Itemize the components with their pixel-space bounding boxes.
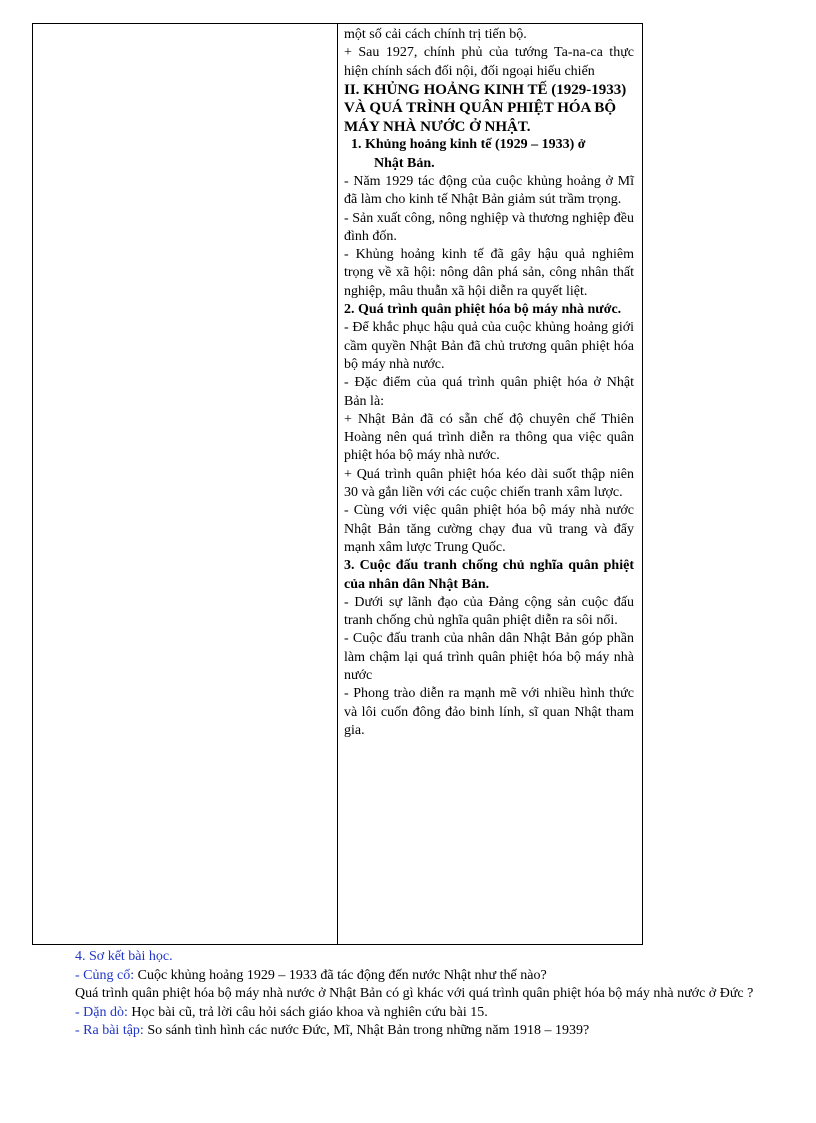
table-left-column [33, 24, 338, 944]
text-line: - Cùng với việc quân phiệt hóa bộ máy nhà nước Nhật Bản tăng cường chạy đua vũ trang và đẩy mạnh xâm lược Trung Quốc. [344, 503, 634, 555]
text-line: + Sau 1927, chính phủ của tướng Ta-na-ca thực hiện chính sách đối nội, đối ngoại hiếu chiến [344, 45, 634, 79]
exercise-text: So sánh tình hình các nước Đức, Mĩ, Nhật Bản trong những năm 1918 – 1939? [143, 1023, 590, 1038]
lesson-table [32, 23, 643, 945]
consolidate-text: Cuộc khủng hoảng 1929 – 1933 đã tác động đến nước Nhật như thế nào? [134, 967, 547, 983]
text-line: - Cuộc đấu tranh của nhân dân Nhật Bản góp phần làm chậm lại quá trình quân phiệt hóa bộ máy nhà nước [344, 631, 634, 683]
homework-line [38, 1004, 754, 1023]
consolidate-label: - Củng cố: [75, 967, 135, 983]
subsection-heading: 1. Khủng hoảng kinh tế (1929 – 1933) ở Nhật Bản. [351, 137, 586, 171]
exercise-label: - Ra bài tập: [75, 1023, 144, 1038]
subsection-heading: 2. Quá trình quân phiệt hóa bộ máy nhà nước. [344, 302, 622, 318]
text-line: - Phong trào diễn ra mạnh mẽ với nhiều hình thức và lôi cuốn đông đảo binh lính, sĩ quan Nhật tham gia. [344, 686, 634, 738]
lesson-summary [38, 948, 754, 1041]
text-line: + Quá trình quân phiệt hóa kéo dài suốt thập niên 30 và gắn liền với các cuộc chiến tranh xâm lược. [344, 466, 634, 501]
text-line: - Đặc điểm của quá trình quân phiệt hóa ở Nhật Bản là: [344, 375, 634, 409]
homework-label: - Dặn dò: [75, 1004, 128, 1020]
table-right-column [339, 24, 642, 944]
text-line: - Khủng hoảng kinh tế đã gây hậu quả nghiêm trọng về xã hội: nông dân phá sản, công nhân thất nghiệp, mâu thuẫn xã hội diễn ra quyết liệt. [344, 247, 634, 299]
exercise-line [38, 1022, 754, 1041]
text-line: - Dưới sự lãnh đạo của Đảng cộng sản cuộc đấu tranh chống chủ nghĩa quân phiệt diễn ra sôi nổi. [344, 594, 634, 629]
text-line: một số cải cách chính trị tiến bộ. [344, 27, 527, 42]
section-heading: II. KHỦNG HOẢNG KINH TẾ (1929-1933) VÀ QUÁ TRÌNH QUÂN PHIỆT HÓA BỘ MÁY NHÀ NƯỚC Ở NHẬT. [344, 81, 627, 135]
text-line: - Sản xuất công, nông nghiệp và thương nghiệp đều đình đốn. [344, 210, 634, 244]
text-line: - Năm 1929 tác động của cuộc khủng hoảng ở Mĩ đã làm cho kinh tế Nhật Bản giảm sút trầm trọng. [344, 173, 634, 208]
consolidate-line [38, 967, 754, 986]
summary-heading: 4. Sơ kết bài học. [75, 949, 173, 964]
subsection-heading: 3. Cuộc đấu tranh chống chủ nghĩa quân phiệt của nhân dân Nhật Bản. [344, 558, 634, 592]
text-line: - Để khắc phục hậu quả của cuộc khủng hoảng giới cầm quyền Nhật Bản đã chủ trương quân phiệt hóa bộ máy nhà nước. [344, 320, 634, 372]
question-line: Quá trình quân phiệt hóa bộ máy nhà nước ở Nhật Bản có gì khác với quá trình quân phiệt hóa bộ máy nhà nước ở Đức ? [75, 986, 754, 1001]
text-line: + Nhật Bản đã có sẵn chế độ chuyên chế Thiên Hoàng nên quá trình diễn ra thông qua việc quân phiệt hóa bộ máy nhà nước. [344, 411, 634, 464]
homework-text: Học bài cũ, trả lời câu hỏi sách giáo khoa và nghiên cứu bài 15. [127, 1004, 488, 1020]
